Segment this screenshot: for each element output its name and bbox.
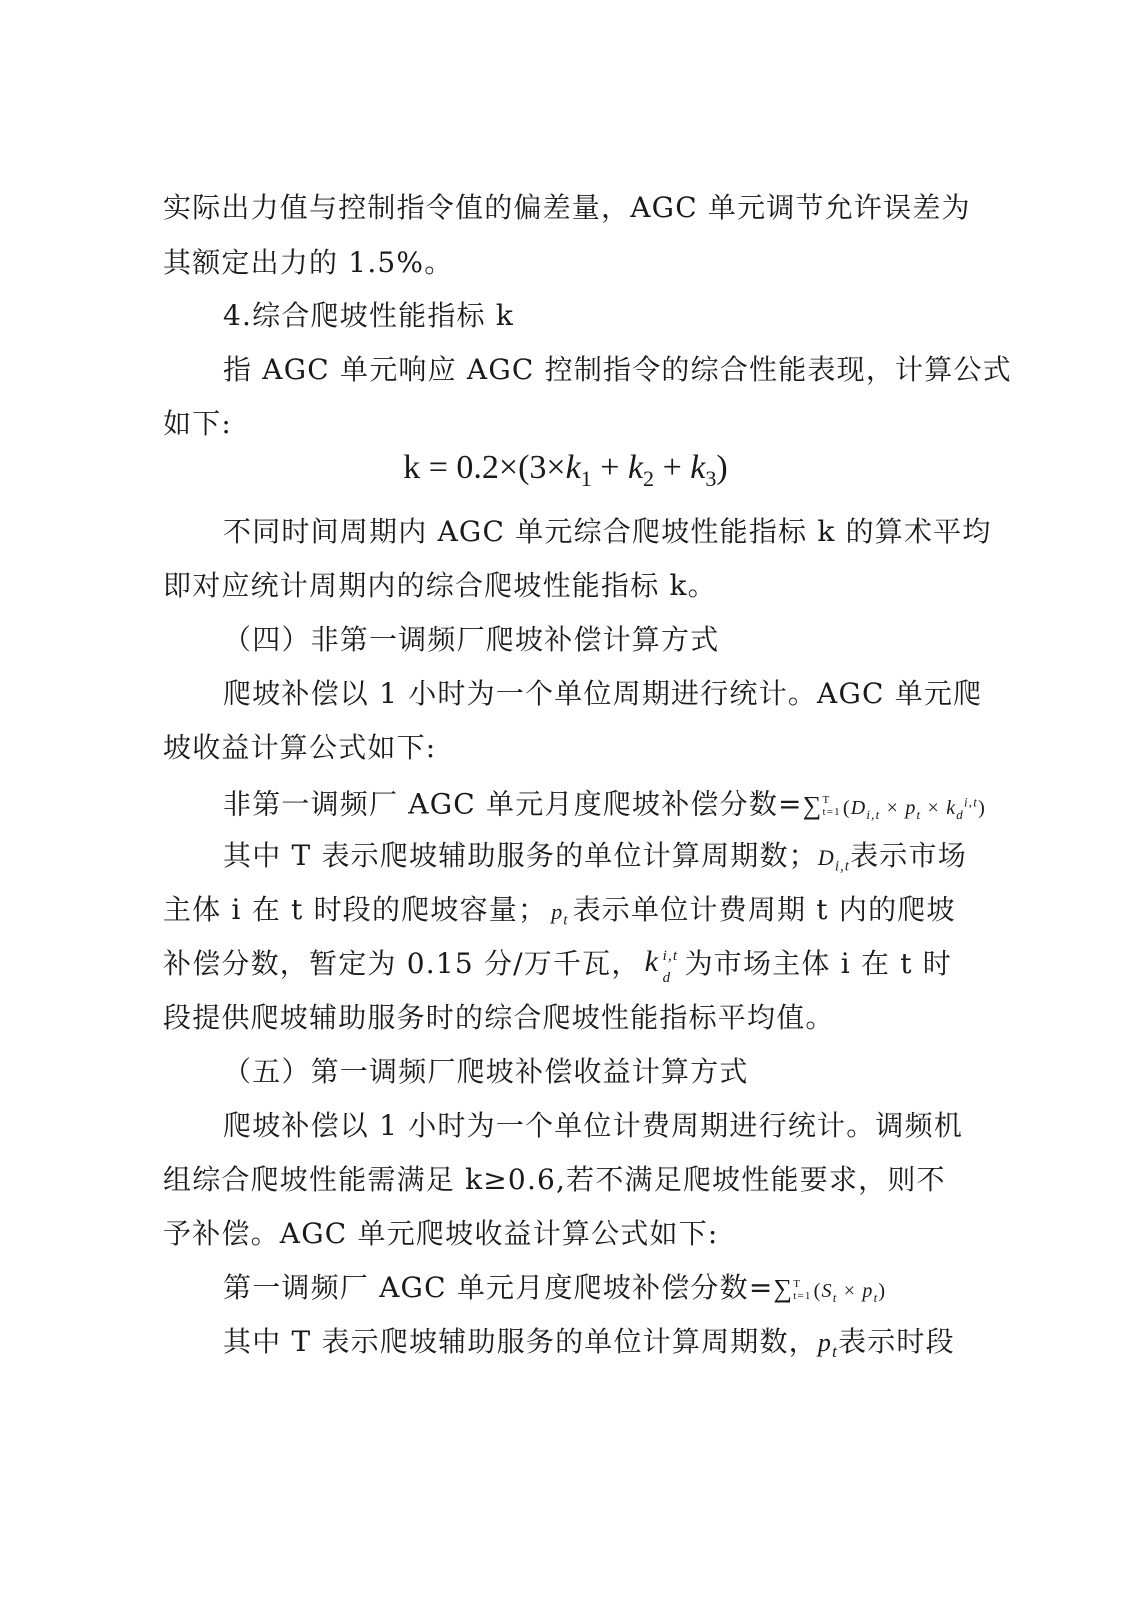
sum-body: $(S_t \times p_t)$: [813, 1280, 887, 1305]
section-heading: （四）非第一调频厂爬坡补偿计算方式: [223, 623, 720, 656]
section-heading: （五）第一调频厂爬坡补偿收益计算方式: [223, 1055, 749, 1088]
symbol-k: k i,t d: [644, 945, 679, 986]
formula-line-first: [223, 1268, 1023, 1318]
formula-label: 非第一调频厂 AGC 单元月度爬坡补偿分数=: [223, 787, 803, 821]
sum-symbol: ∑: [773, 1274, 794, 1303]
symbol-D: $D_{i,t}$: [817, 845, 851, 875]
sum-limits: T t=1: [793, 1277, 812, 1302]
paragraph-line: 即对应统计周期内的综合爬坡性能指标 k。: [163, 569, 717, 602]
sum-body: $(D_{i,t} \times p_t \times k_d^{i,t})$: [842, 794, 986, 822]
paragraph-line: 主体 i 在 t 时段的爬坡容量； $p_t$ 表示单位计费周期 t 内的爬坡: [163, 893, 956, 929]
paragraph-line: 其额定出力的 1.5%。: [163, 246, 454, 279]
paragraph-line: 补偿分数，暂定为 0.15 分/万千瓦， k i,t d 为市场主体 i 在 t 时: [163, 945, 953, 986]
paragraph-line: 组综合爬坡性能需满足 k≥0.6,若不满足爬坡性能要求，则不: [163, 1163, 946, 1196]
paragraph-line: 其中 T 表示爬坡辅助服务的单位计算周期数，$p_t$表示时段: [223, 1325, 955, 1362]
formula-label: 第一调频厂 AGC 单元月度爬坡补偿分数=: [223, 1271, 774, 1304]
paragraph-line: 坡收益计算公式如下:: [163, 731, 437, 764]
paragraph-line: 爬坡补偿以 1 小时为一个单位计费周期进行统计。调频机: [223, 1109, 964, 1142]
section-heading: 4.综合爬坡性能指标 k: [223, 299, 514, 332]
paragraph-line: 其中 T 表示爬坡辅助服务的单位计算周期数；$D_{i,t}$表示市场: [223, 839, 967, 875]
paragraph-line: 实际出力值与控制指令值的偏差量，AGC 单元调节允许误差为: [163, 191, 971, 224]
paragraph-line: 不同时间周期内 AGC 单元综合爬坡性能指标 k 的算术平均: [223, 515, 992, 548]
symbol-p: $p_t$: [817, 1328, 838, 1362]
symbol-p: $p_t$: [551, 899, 569, 929]
paragraph-line: 爬坡补偿以 1 小时为一个单位周期进行统计。AGC 单元爬: [223, 677, 983, 710]
paragraph-line: 如下:: [163, 407, 233, 440]
paragraph-line: 段提供爬坡辅助服务时的综合爬坡性能指标平均值。: [163, 1001, 835, 1034]
formula-line-nonfirst: [223, 782, 1023, 835]
paragraph-line: 予补偿。AGC 单元爬坡收益计算公式如下:: [163, 1217, 719, 1250]
k-formula: $k = 0.2\times(3\times k_1 + k_2 + k_3)$: [403, 449, 728, 491]
paragraph-line: 指 AGC 单元响应 AGC 控制指令的综合性能表现，计算公式: [223, 353, 1012, 386]
sum-limits: T t=1: [822, 794, 841, 819]
sum-symbol: ∑: [802, 790, 823, 820]
